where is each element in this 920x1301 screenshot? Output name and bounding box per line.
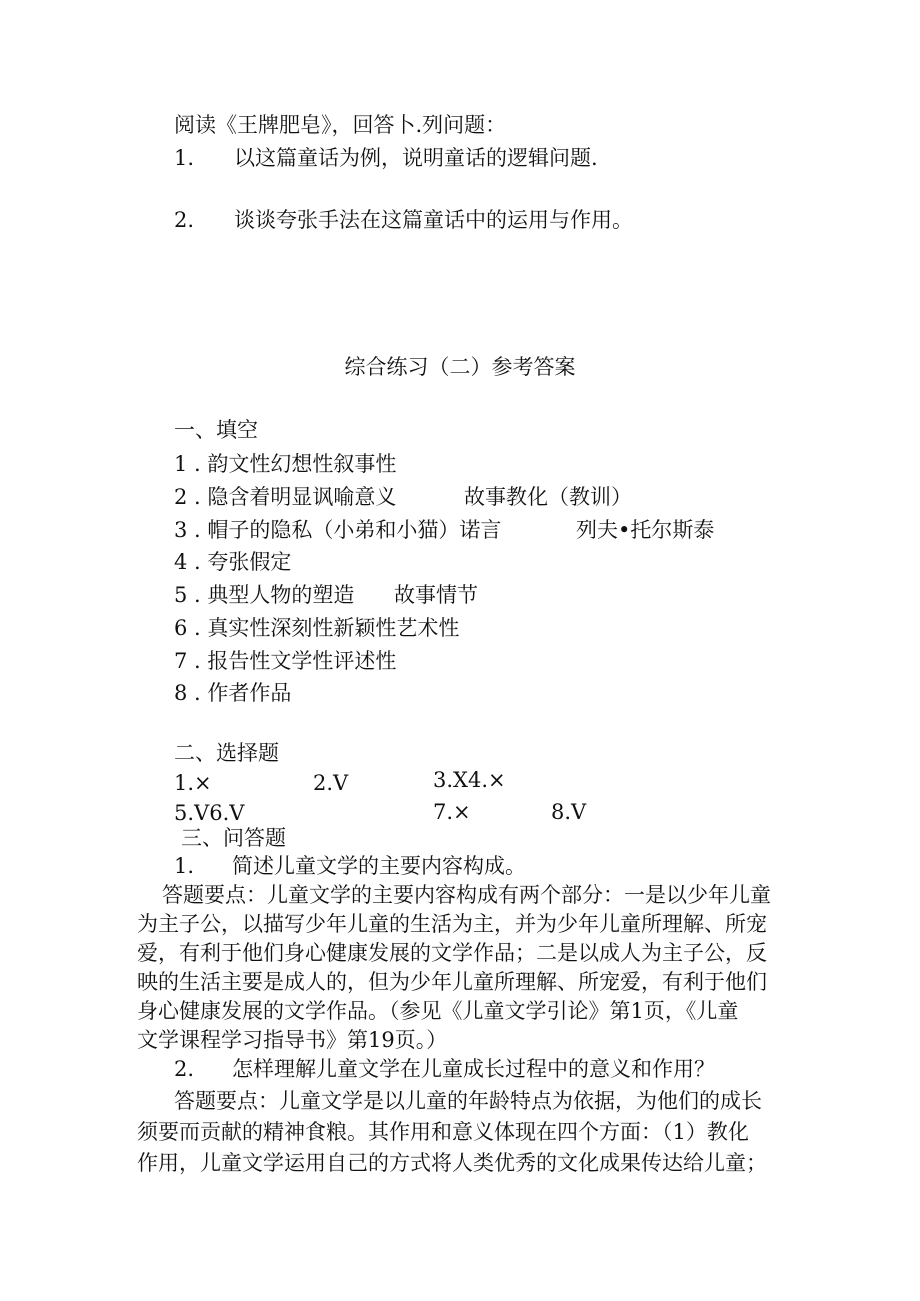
qa-a1-line-6: 文学课程学习指导书》第19页。） bbox=[137, 1028, 448, 1052]
fill-item-5-answer-b: 故事情节 bbox=[394, 583, 478, 607]
choice-answer-2: 2.V bbox=[313, 771, 349, 795]
fill-item-3: 3 . 帽子的隐私（小弟和小猫）诺言 bbox=[174, 518, 502, 542]
fill-item-4: 4 . 夸张假定 bbox=[174, 550, 292, 574]
fill-heading: 一、填空 bbox=[174, 418, 258, 442]
fill-item-2: 2 . 隐含着明显讽喻意义 bbox=[174, 485, 397, 509]
qa-q2-text: 怎样理解儿童文学在儿童成长过程中的意义和作用？ bbox=[232, 1057, 715, 1081]
choice-answer-8: 8.V bbox=[551, 800, 587, 824]
fill-item-1: 1 . 韵文性幻想性叙事性 bbox=[174, 452, 397, 476]
qa-a2-line-3: 作用，儿童文学运用自己的方式将人类优秀的文化成果传达给儿童； bbox=[137, 1151, 767, 1175]
qa-a2-line-1: 答题要点：儿童文学是以儿童的年龄特点为依据，为他们的成长 bbox=[174, 1089, 762, 1113]
choice-answer-1: 1.× bbox=[174, 771, 212, 795]
fill-item-7: 7 . 报告性文学性评述性 bbox=[174, 649, 397, 673]
reading-q1-number: 1. bbox=[174, 146, 195, 170]
qa-a1-line-1: 答题要点：儿童文学的主要内容构成有两个部分：一是以少年儿童 bbox=[162, 883, 771, 907]
qa-a1-line-5: 身心健康发展的文学作品。（参见《儿童文学引论》第1页，《儿童 bbox=[137, 999, 739, 1023]
answer-title: 综合练习（二）参考答案 bbox=[344, 355, 576, 379]
fill-item-5: 5 . 典型人物的塑造 bbox=[174, 583, 355, 607]
fill-item-3-answer-b: 列夫•托尔斯泰 bbox=[576, 518, 715, 542]
fill-item-8: 8 . 作者作品 bbox=[174, 681, 292, 705]
reading-q2-text: 谈谈夸张手法在这篇童话中的运用与作用。 bbox=[234, 208, 633, 232]
qa-a2-line-2: 须要而贡献的精神食粮。其作用和意义体现在四个方面：（1）教化 bbox=[137, 1120, 749, 1144]
reading-intro: 阅读《王牌肥皂》，回答卜.列问题： bbox=[174, 113, 507, 137]
reading-q1-text: 以这篇童话为例，说明童话的逻辑问题. bbox=[234, 146, 598, 170]
qa-a1-line-4: 映的生活主要是成人的，但为少年儿童所理解、所宠爱，有利于他们 bbox=[137, 970, 767, 994]
qa-a1-line-3: 爱，有利于他们身心健康发展的文学作品；二是以成人为主子公，反 bbox=[137, 941, 767, 965]
qa-q2-number: 2. bbox=[174, 1057, 195, 1081]
choice-answer-7: 7.× bbox=[433, 800, 471, 824]
choice-heading: 二、选择题 bbox=[174, 741, 279, 765]
qa-heading: 三、问答题 bbox=[181, 826, 286, 850]
fill-item-2-answer-b: 故事教化（教训） bbox=[464, 485, 632, 509]
reading-q2-number: 2. bbox=[174, 208, 195, 232]
qa-q1-text: 简述儿童文学的主要内容构成。 bbox=[232, 854, 526, 878]
qa-a1-line-2: 为主子公，以描写少年儿童的生活为主，并为少年儿童所理解、所宠 bbox=[137, 912, 767, 936]
fill-item-6: 6 . 真实性深刻性新颖性艺术性 bbox=[174, 616, 460, 640]
qa-q1-number: 1. bbox=[174, 854, 195, 878]
choice-answer-3-4: 3.X4.× bbox=[433, 768, 506, 792]
choice-answer-5-6: 5.V6.V bbox=[174, 801, 245, 825]
